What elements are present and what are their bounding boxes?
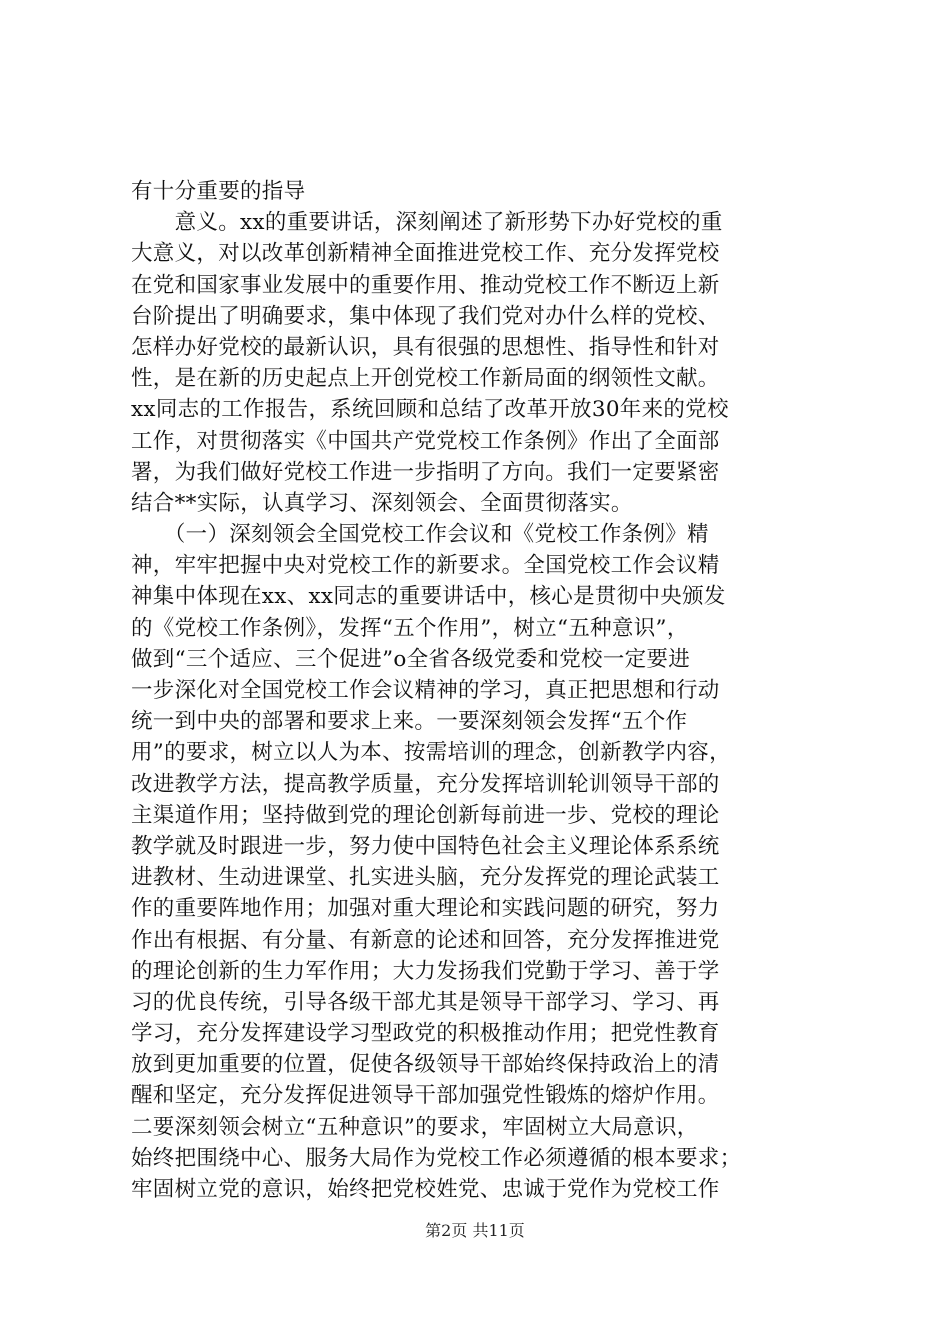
- text-line: 台阶提出了明确要求，集中体现了我们党对办什么样的党校、: [131, 303, 720, 329]
- text-line: 作出有根据、有分量、有新意的论述和回答，充分发挥推进党: [131, 927, 720, 953]
- text-line: xx同志的工作报告，系统回顾和总结了改革开放30年来的党校: [131, 397, 729, 423]
- text-line: 放到更加重要的位置，促使各级领导干部始终保持政治上的清: [131, 1052, 720, 1078]
- text-line: 做到“三个适应、三个促进”o全省各级党委和党校一定要进: [131, 646, 691, 672]
- text-line: 有十分重要的指导: [131, 179, 306, 204]
- text-line: 学习，充分发挥建设学习型政党的积极推动作用；把党性教育: [131, 1021, 720, 1047]
- text-line: 工作，对贯彻落实《中国共产党党校工作条例》作出了全面部: [131, 428, 720, 454]
- text-line: 性，是在新的历史起点上开创党校工作新局面的纲领性文献。: [131, 366, 720, 392]
- text-line: 统一到中央的部署和要求上来。一要深刻领会发挥“五个作: [131, 709, 688, 735]
- text-line: 用”的要求，树立以人为本、按需培训的理念，创新教学内容，: [131, 740, 731, 766]
- text-line: 在党和国家事业发展中的重要作用、推动党校工作不断迈上新: [131, 272, 720, 298]
- text-line: 改进教学方法，提高教学质量，充分发挥培训轮训领导干部的: [131, 771, 720, 797]
- text-line: 作的重要阵地作用；加强对重大理论和实践问题的研究，努力: [131, 896, 720, 922]
- document-body: [131, 176, 831, 1205]
- text-line: 怎样办好党校的最新认识，具有很强的思想性、指导性和针对: [131, 334, 720, 360]
- text-line: 神集中体现在xx、xx同志的重要讲话中，核心是贯彻中央颁发: [131, 584, 726, 610]
- text-line: 意义。xx的重要讲话，深刻阐述了新形势下办好党校的重: [131, 210, 723, 236]
- text-line: 二要深刻领会树立“五种意识”的要求，牢固树立大局意识，: [131, 1114, 699, 1140]
- text-line: 主渠道作用；坚持做到党的理论创新每前进一步、党校的理论: [131, 802, 720, 828]
- text-line: 教学就及时跟进一步，努力使中国特色社会主义理论体系系统: [131, 833, 720, 859]
- text-line: 大意义，对以改革创新精神全面推进党校工作、充分发挥党校: [131, 241, 720, 267]
- text-line: 一步深化对全国党校工作会议精神的学习，真正把思想和行动: [131, 678, 720, 703]
- text-line: （一）深刻领会全国党校工作会议和《党校工作条例》精: [131, 522, 709, 548]
- page-footer: 第2页 共11页: [425, 1221, 525, 1240]
- text-line: 习的优良传统，引导各级干部尤其是领导干部学习、学习、再: [131, 989, 720, 1015]
- text-line: 的《党校工作条例》，发挥“五个作用”，树立“五种意识”，: [131, 615, 689, 641]
- text-line: 始终把围绕中心、服务大局作为党校工作必须遵循的根本要求；: [131, 1145, 742, 1171]
- text-line: 的理论创新的生力军作用；大力发扬我们党勤于学习、善于学: [131, 958, 720, 984]
- text-line: 神，牢牢把握中央对党校工作的新要求。全国党校工作会议精: [131, 553, 720, 579]
- text-line: 结合**实际，认真学习、深刻领会、全面贯彻落实。: [131, 490, 633, 516]
- text-line: 牢固树立党的意识，始终把党校姓党、忠诚于党作为党校工作: [131, 1177, 720, 1202]
- text-line: 署，为我们做好党校工作进一步指明了方向。我们一定要紧密: [131, 459, 720, 485]
- text-line: 醒和坚定，充分发挥促进领导干部加强党性锻炼的熔炉作用。: [131, 1083, 720, 1109]
- text-line: 进教材、生动进课堂、扎实进头脑，充分发挥党的理论武装工: [131, 865, 720, 891]
